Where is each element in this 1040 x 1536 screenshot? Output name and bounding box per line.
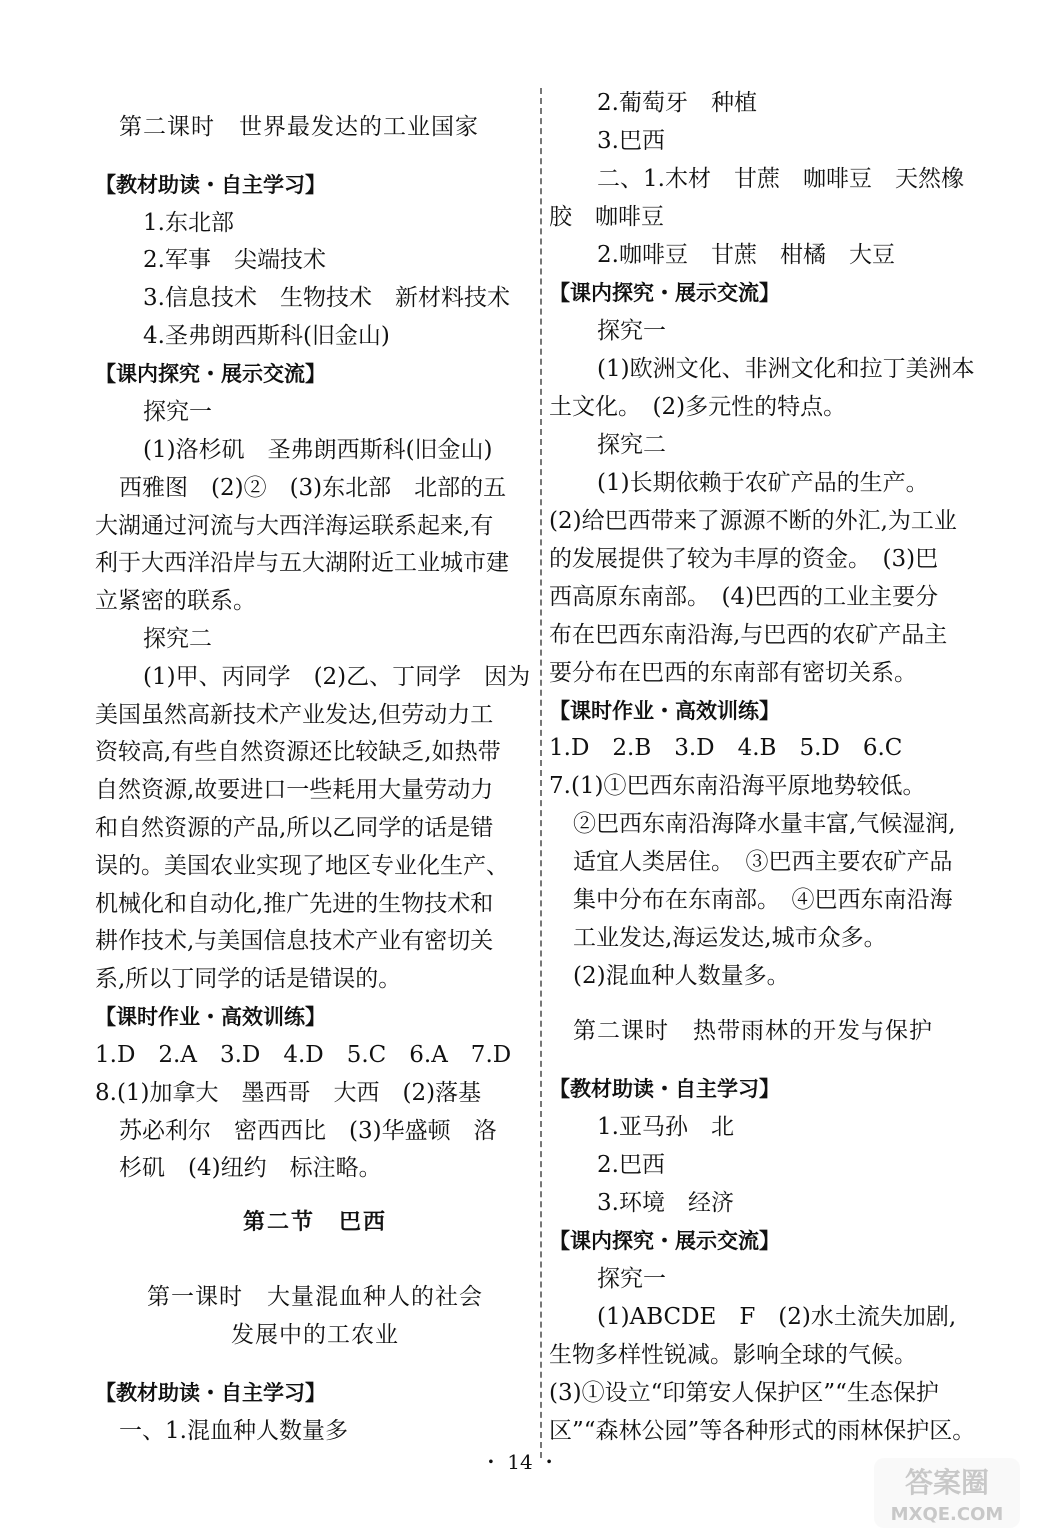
right-answer-line: 生物多样性锐减。影响全球的气候。 [549,1342,917,1368]
left-answer-line: 美国虽然高新技术产业发达,但劳动力工 [95,702,494,728]
right-answer-line: (1)ABCDE F (2)水土流失加剧, [597,1304,957,1330]
left-answer-line: 和自然资源的产品,所以乙同学的话是错 [95,815,494,841]
right-subsection-title: 探究一 [597,1266,666,1292]
right-answer-line: 7.(1)①巴西东南沿海平原地势较低。 [549,773,926,799]
left-answer-line: 苏必利尔 密西西比 (3)华盛顿 洛 [119,1118,497,1144]
watermark-text: 答案圈 [904,1466,990,1499]
left-answer-line: 系,所以丁同学的话是错误的。 [95,966,402,992]
left-answer-line: 一、1.混血种人数量多 [119,1418,348,1444]
left-answer-line: 误的。美国农业实现了地区专业化生产、 [95,853,509,879]
left-answer-line: 机械化和自动化,推广先进的生物技术和 [95,891,494,917]
left-answer-line: 立紧密的联系。 [95,588,256,614]
right-section-header: 【教材助读・自主学习】 [549,1077,780,1101]
left-section-header: 【课内探究・展示交流】 [95,362,326,386]
left-answer-line: 1.东北部 [143,210,234,236]
right-answer-line: 3.环境 经济 [597,1190,734,1216]
watermark-domain: MXQE.COM [890,1504,1004,1525]
left-section-header: 【教材助读・自主学习】 [95,173,326,197]
right-answer-line: 二、1.木材 甘蔗 咖啡豆 天然橡 [597,166,964,192]
watermark-logo [872,1456,1022,1530]
left-answer-line: 杉矶 (4)纽约 标注略。 [119,1155,382,1181]
right-section-title: 第二课时 热带雨林的开发与保护 [573,1018,933,1044]
right-answer-line: ②巴西东南沿海降水量丰富,气候湿润, [573,811,956,837]
right-subsection-title: 探究二 [597,432,666,458]
left-section-title: 第一课时 大量混血种人的社会 [147,1284,483,1310]
left-answer-line: 3.信息技术 生物技术 新材料技术 [143,285,510,311]
right-answer-line: 工业发达,海运发达,城市众多。 [573,925,887,951]
page-number: ・ 14 ・ [480,1450,560,1474]
left-answer-line: 4.圣弗朗西斯科(旧金山) [143,323,390,349]
left-answer-line: 8.(1)加拿大 墨西哥 大西 (2)落基 [95,1080,482,1106]
right-answer-line: 要分布在巴西的东南部有密切关系。 [549,660,917,686]
right-answer-line: (2)给巴西带来了源源不断的外汇,为工业 [549,508,957,534]
right-answer-line: 的发展提供了较为丰厚的资金。 (3)巴 [549,546,939,572]
right-section-header: 【课内探究・展示交流】 [549,281,780,305]
right-section-header: 【课内探究・展示交流】 [549,1229,780,1253]
right-subsection-title: 探究一 [597,318,666,344]
left-answer-line: 2.军事 尖端技术 [143,247,326,273]
right-answer-line: (1)欧洲文化、非洲文化和拉丁美洲本 [597,356,975,382]
left-section-title: 第二课时 世界最发达的工业国家 [119,114,479,140]
right-answer-line: 1.D 2.B 3.D 4.B 5.D 6.C [549,735,903,761]
left-answer-line: 大湖通过河流与大西洋海运联系起来,有 [95,513,494,539]
right-answer-line: 2.葡萄牙 种植 [597,90,757,116]
left-answer-line: 西雅图 (2)② (3)东北部 北部的五 [119,475,507,501]
right-answer-line: 3.巴西 [597,128,665,154]
right-answer-line: 1.亚马孙 北 [597,1114,734,1140]
right-answer-line: 2.咖啡豆 甘蔗 柑橘 大豆 [597,242,895,268]
left-section-header: 【课时作业・高效训练】 [95,1005,326,1029]
right-answer-line: (2)混血种人数量多。 [573,963,790,989]
right-answer-line: (1)长期依赖于农矿产品的生产。 [597,470,929,496]
left-section-title: 发展中的工农业 [231,1322,399,1348]
left-answer-line: 自然资源,故要进口一些耗用大量劳动力 [95,777,494,803]
left-answer-line: 耕作技术,与美国信息技术产业有密切关 [95,928,494,954]
right-answer-line: 布在巴西东南沿海,与巴西的农矿产品主 [549,622,948,648]
column-divider [540,88,542,1458]
right-answer-line: 集中分布在东南部。 ④巴西东南沿海 [573,887,953,913]
right-answer-line: 适宜人类居住。 ③巴西主要农矿产品 [573,849,953,875]
right-answer-line: 西高原东南部。 (4)巴西的工业主要分 [549,584,939,610]
left-answer-line: 资较高,有些自然资源还比较缺乏,如热带 [95,739,501,765]
left-section-header: 【教材助读・自主学习】 [95,1381,326,1405]
left-subsection-title: 探究一 [143,399,212,425]
left-answer-line: (1)洛杉矶 圣弗朗西斯科(旧金山) [143,437,493,463]
left-answer-line: (1)甲、丙同学 (2)乙、丁同学 因为 [143,664,531,690]
right-answer-line: 胶 咖啡豆 [549,204,664,230]
left-answer-line: 1.D 2.A 3.D 4.D 5.C 6.A 7.D [95,1042,512,1068]
right-section-header: 【课时作业・高效训练】 [549,699,780,723]
left-answer-line: 利于大西洋沿岸与五大湖附近工业城市建 [95,550,509,576]
right-answer-line: 土文化。 (2)多元性的特点。 [549,394,847,420]
left-chapter-title: 第二节 巴西 [242,1210,387,1235]
left-subsection-title: 探究二 [143,626,212,652]
right-answer-line: 区”“森林公园”等各种形式的雨林保护区。 [549,1418,976,1444]
right-answer-line: 2.巴西 [597,1152,665,1178]
right-answer-line: (3)①设立“印第安人保护区”“生态保护 [549,1380,939,1406]
